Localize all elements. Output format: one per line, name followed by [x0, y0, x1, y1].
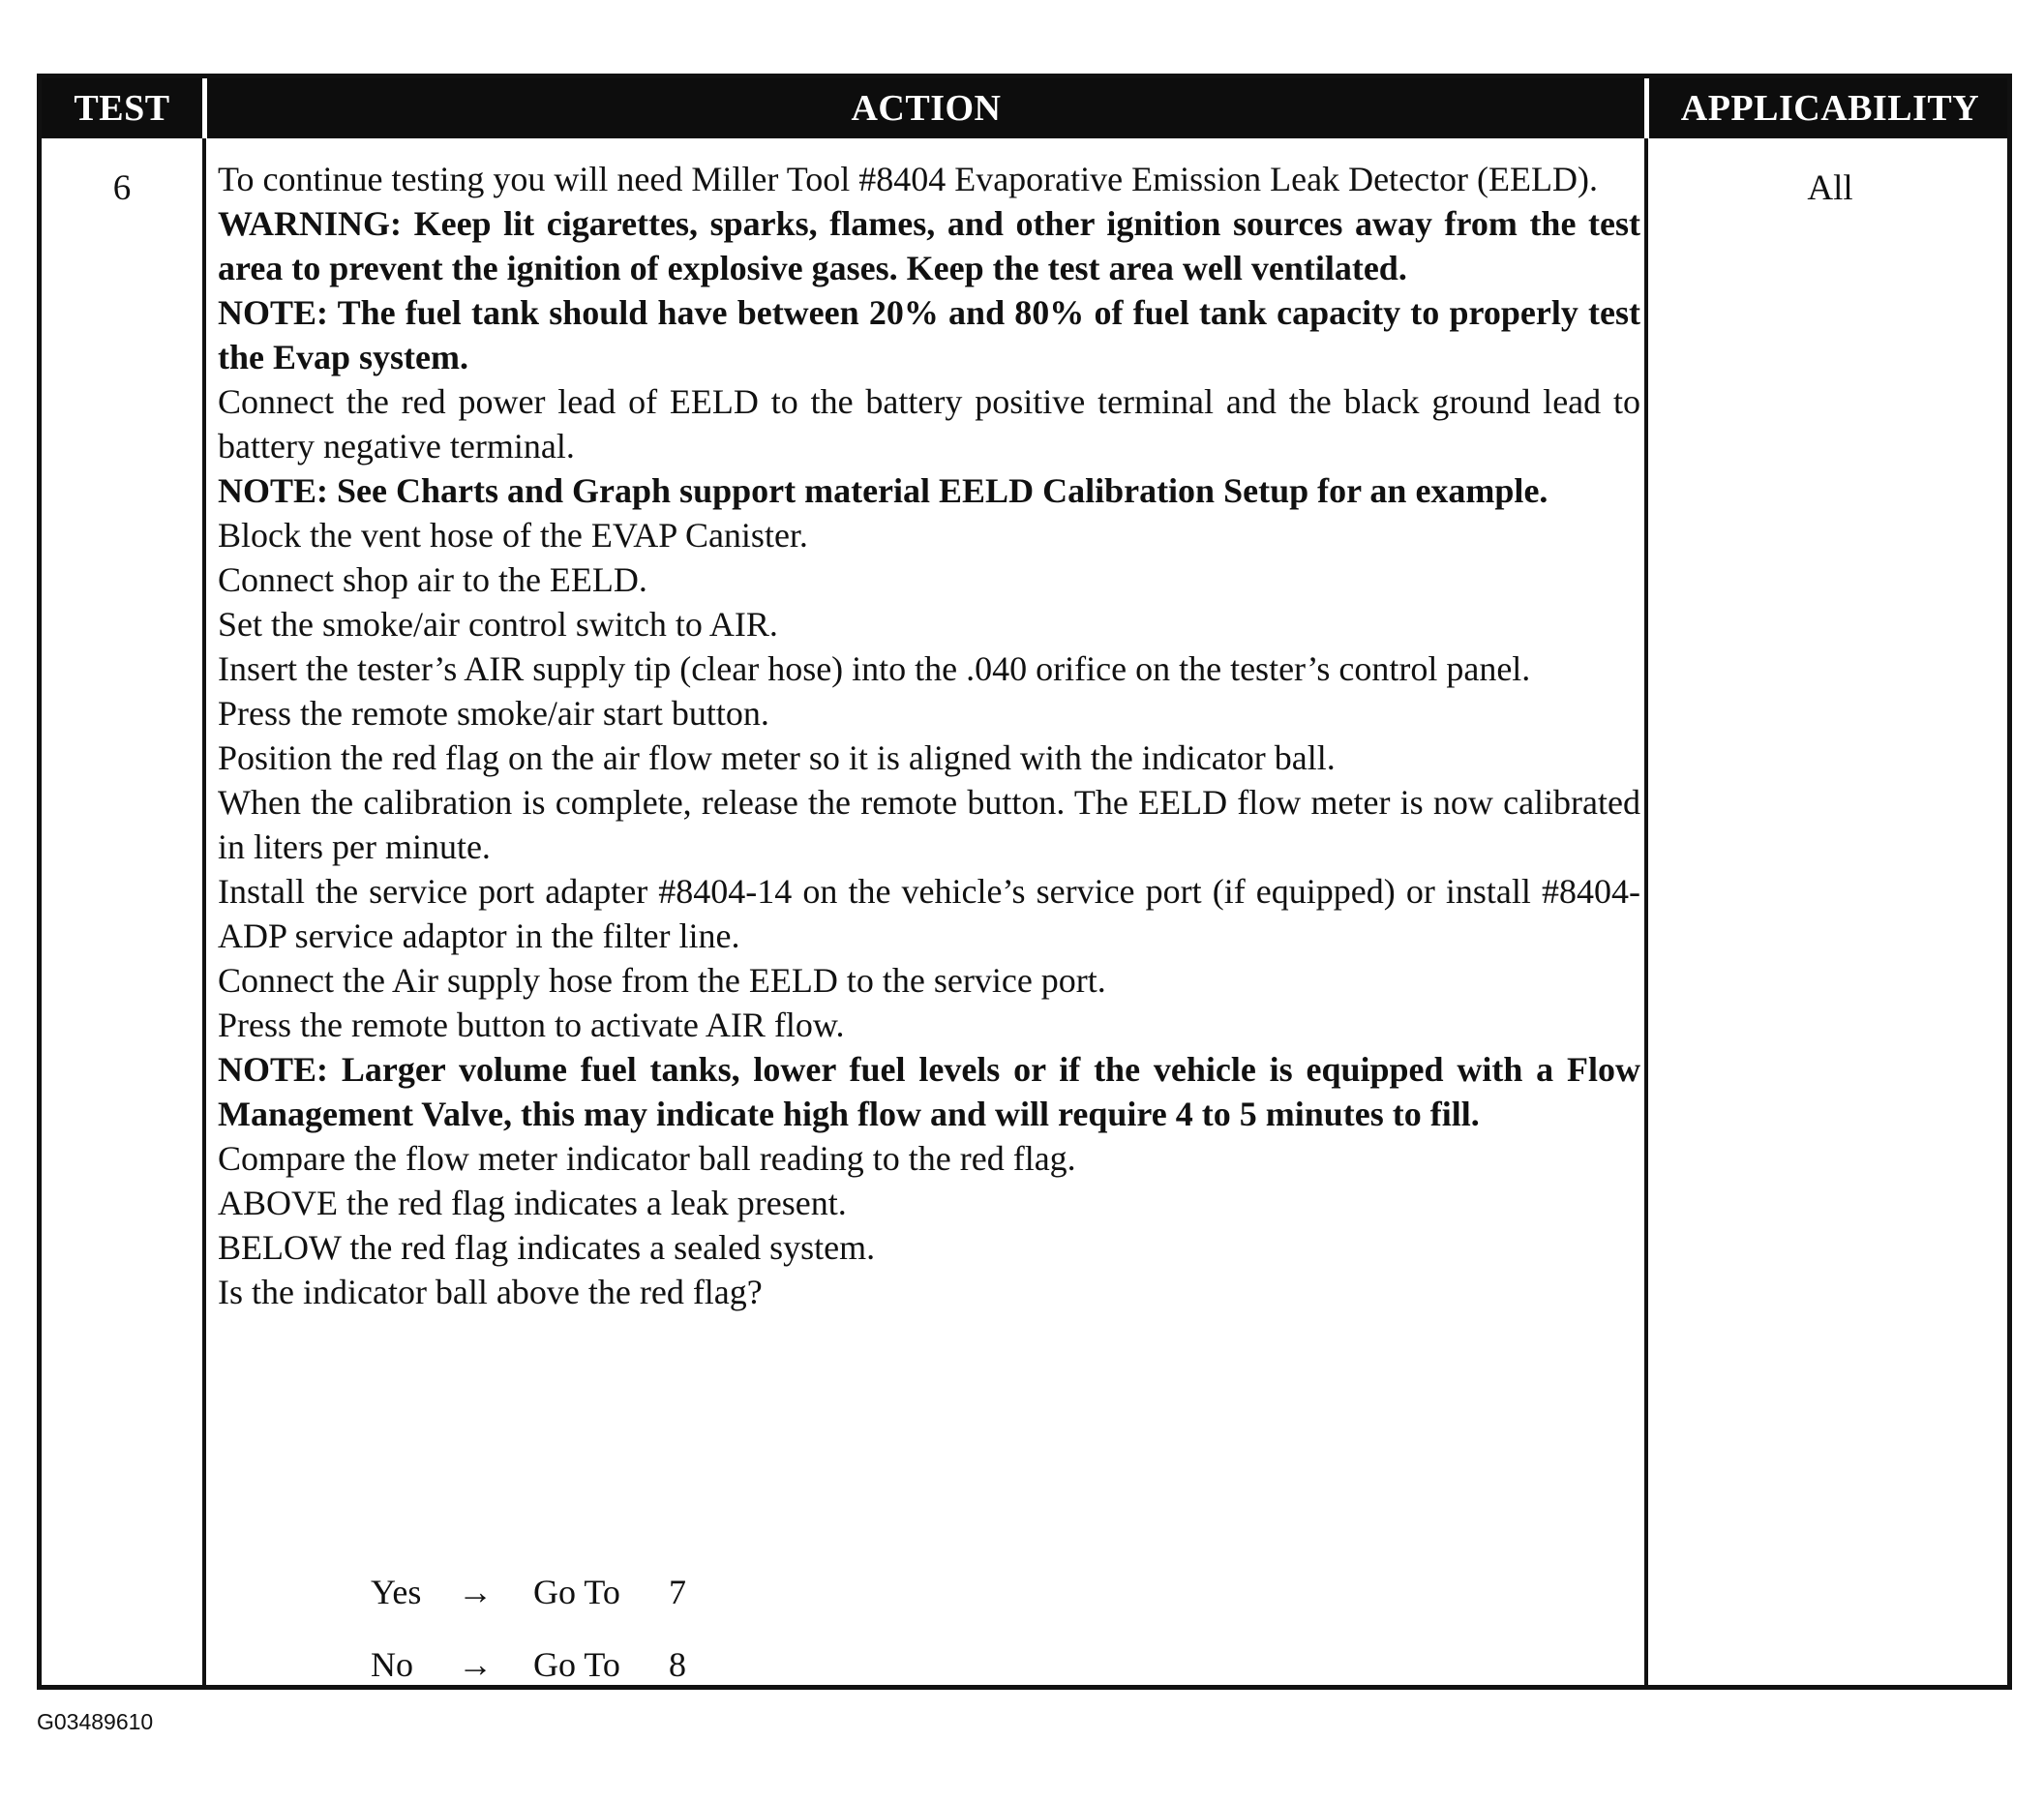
action-note: WARNING: Keep lit cigarettes, sparks, flames, and other ignition sources away from the test area to prevent the ignition of explosive gases. Keep the test area well ventilated. [218, 204, 1640, 287]
choice-row [371, 1629, 707, 1701]
action-step: Connect the Air supply hose from the EELD to the service port. [218, 961, 1106, 1000]
action-step: BELOW the red flag indicates a sealed system. [218, 1228, 876, 1267]
goto-target: 7 [669, 1573, 686, 1611]
arrow-right-icon: → [458, 1645, 493, 1684]
header-action: ACTION [851, 88, 1002, 129]
action-note: NOTE: Larger volume fuel tanks, lower fuel levels or if the vehicle is equipped with a Flow Management Valve, this may indicate high flow and will require 4 to 5 minutes to fill. [218, 1050, 1640, 1133]
action-cell [218, 157, 1640, 1314]
test-number-cell: 6 [112, 168, 132, 208]
action-step: ABOVE the red flag indicates a leak present. [218, 1184, 847, 1222]
action-note: NOTE: See Charts and Graph support material EELD Calibration Setup for an example. [218, 471, 1548, 510]
action-step: Connect shop air to the EELD. [218, 560, 647, 599]
applicability-cell: All [1807, 168, 1853, 208]
diagnostic-test-table [37, 74, 2012, 1690]
action-step: Press the remote smoke/air start button. [218, 694, 769, 733]
action-step: Connect the red power lead of EELD to the battery positive terminal and the black ground lead to battery negative terminal. [218, 382, 1640, 466]
action-step: Install the service port adapter #8404-14 on the vehicle’s service port (if equipped) or install #8404-ADP service adaptor in the filter line. [218, 872, 1640, 955]
action-step: Set the smoke/air control switch to AIR. [218, 605, 778, 644]
table-header-row [42, 78, 2007, 138]
header-divider [202, 78, 207, 138]
goto-label: Go To [533, 1573, 620, 1611]
header-test: TEST [74, 88, 170, 129]
figure-id: G03489610 [37, 1709, 154, 1734]
choice-answer: No [371, 1645, 413, 1684]
column-divider [202, 138, 206, 1685]
action-step: When the calibration is complete, release the remote button. The EELD flow meter is now calibrated in liters per minute. [218, 783, 1640, 866]
action-note: NOTE: The fuel tank should have between 20% and 80% of fuel tank capacity to properly test the Evap system. [218, 293, 1640, 376]
goto-label: Go To [533, 1645, 620, 1684]
choice-row [371, 1556, 707, 1629]
action-step: Position the red flag on the air flow meter so it is aligned with the indicator ball. [218, 738, 1336, 777]
action-step: Block the vent hose of the EVAP Canister. [218, 516, 808, 555]
action-step: Press the remote button to activate AIR flow. [218, 1006, 845, 1044]
header-applicability: APPLICABILITY [1680, 88, 1980, 129]
column-divider [1644, 138, 1648, 1685]
goto-target: 8 [669, 1645, 686, 1684]
action-step: Insert the tester’s AIR supply tip (clear hose) into the .040 orifice on the tester’s control panel. [218, 649, 1531, 688]
choice-answer: Yes [371, 1573, 422, 1611]
arrow-right-icon: → [458, 1573, 493, 1611]
header-divider [1644, 78, 1649, 138]
action-step: To continue testing you will need Miller Tool #8404 Evaporative Emission Leak Detector (EELD). [218, 160, 1598, 198]
decision-choices [371, 1556, 707, 1701]
action-step: Is the indicator ball above the red flag? [218, 1273, 763, 1311]
action-step: Compare the flow meter indicator ball reading to the red flag. [218, 1139, 1076, 1178]
